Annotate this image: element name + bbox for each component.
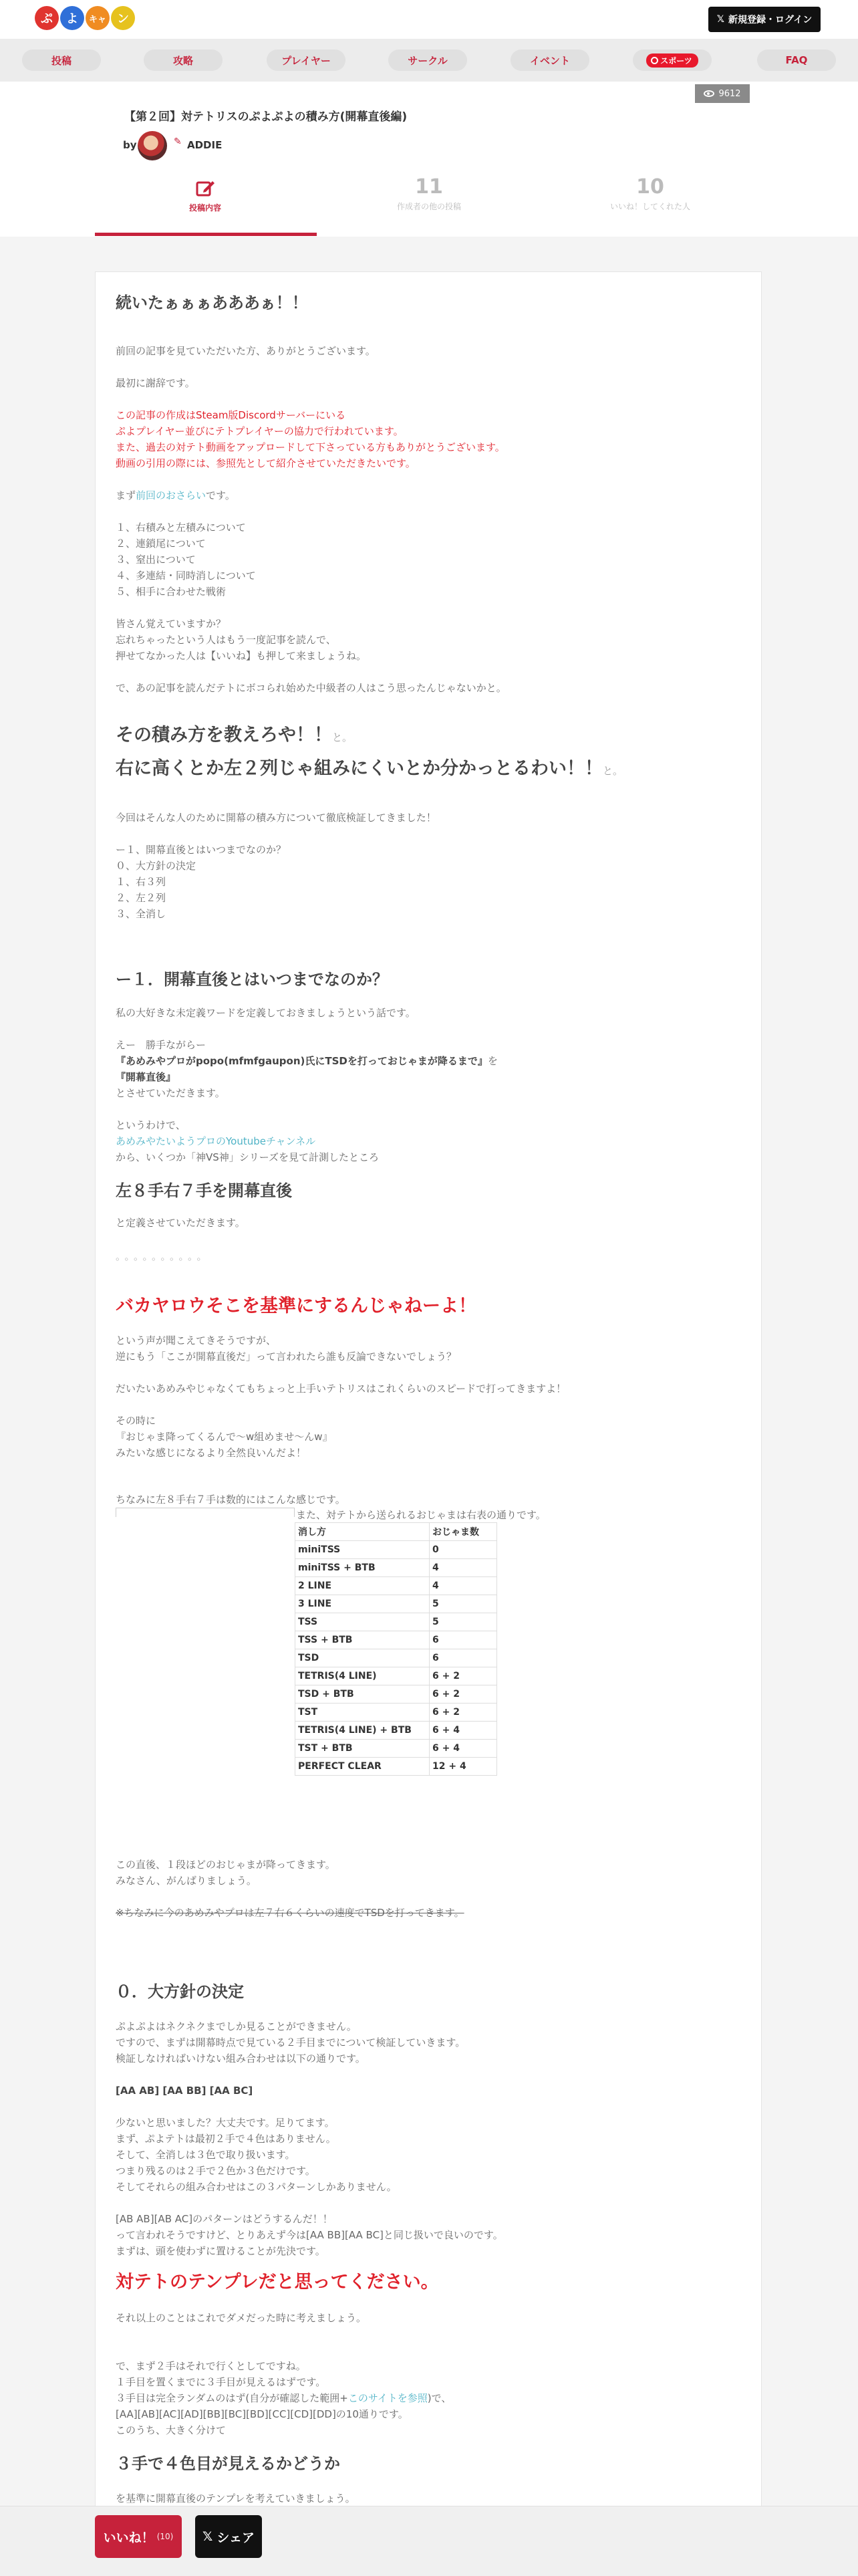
table-cell: 5 — [430, 1613, 497, 1631]
tab-other-posts-label: 作成者の他の投稿 — [396, 202, 461, 211]
paragraph: 皆さん覚えていますか？ 忘れちゃったという人はもう一度記事を読んで、 押せてなかった人は【いいね】も押して来ましょうね。 — [116, 618, 367, 662]
table-cell: PERFECT CLEAR — [295, 1758, 430, 1776]
paragraph: この直後、１段ほどのおじゃまが降ってきます。 みなさん、がんばりましょう。 — [116, 1859, 335, 1887]
nav-events[interactable]: イベント — [511, 49, 589, 71]
logo-ball-1: ぷ — [35, 6, 59, 30]
view-count: 9612 — [718, 88, 741, 99]
section-heading-3-moves: ３手で４色目が見えるかどうか — [116, 2454, 340, 2473]
table-cell: 6 — [430, 1649, 497, 1667]
x-logo-icon: 𝕏 — [716, 14, 724, 25]
table-row — [295, 1722, 497, 1740]
table-cell: TSD + BTB — [295, 1685, 430, 1704]
edit-icon — [195, 178, 215, 198]
table-cell: 4 — [430, 1577, 497, 1595]
esports-label: スポーツ — [660, 55, 692, 66]
ellipsis-divider: 。。。。。。。。。。 — [116, 1250, 211, 1262]
nav-faq[interactable]: FAQ — [757, 49, 836, 71]
table-row — [295, 1595, 497, 1613]
table-cell: 6 + 2 — [430, 1685, 497, 1704]
paragraph: 最初に謝辞です。 — [116, 377, 195, 389]
table-cell: 3 LINE — [295, 1595, 430, 1613]
table-cell: 6 + 4 — [430, 1722, 497, 1740]
section-heading-definition: 左８手右７手を開幕直後 — [116, 1181, 292, 1200]
paragraph: という声が聞こえてきそうですが、 逆にもう「ここが開幕直後だ」って言われたら誰も反論できないでしょう？ — [116, 1334, 457, 1363]
share-button[interactable] — [195, 2515, 262, 2558]
table-cell: 6 — [430, 1631, 497, 1649]
previous-topics-list: １、右積みと左積みについて ２、連鎖尾について ３、窒出について ４、多連結・同時消しについて ５、相手に合わせた戦術 — [116, 521, 256, 598]
view-count-badge — [695, 84, 750, 103]
author-pencil-icon: ✎ — [174, 136, 182, 147]
table-row — [295, 1704, 497, 1722]
paragraph: ぷよぷよはネクネクまでしか見ることができません。 ですので、まずは開幕時点で見ている２手目までについて検証していきます。 検証しなければいけない組み合わせは以下の通りです。 — [116, 2020, 466, 2065]
table-row — [295, 1758, 497, 1776]
table-row — [295, 1667, 497, 1685]
youtube-channel-link[interactable]: あめみやたいようプロのYoutubeチャンネル — [116, 1135, 316, 1147]
garbage-table — [295, 1522, 497, 1776]
table-cell: miniTSS + BTB — [295, 1559, 430, 1577]
broken-image-placeholder — [116, 1508, 295, 1517]
table-cell: TSD — [295, 1649, 430, 1667]
acknowledgement-note: この記事の作成はSteam版Discordサーバーにいる ぷよプレイヤー並びにテトプレイヤーの協力で行われています。 また、過去の対テト動画をアップロードして下さっている方もありがとうございます。 動画の引用の際には、参照先として紹介させていただきたいです。 — [116, 409, 505, 469]
table-cell: おじゃま数 — [430, 1523, 497, 1541]
tab-liked-by-label: いいね！してくれた人 — [609, 202, 690, 211]
table-row — [295, 1577, 497, 1595]
like-count: (10) — [156, 2532, 174, 2541]
paragraph: まず前回のおさらいです。 — [116, 489, 235, 501]
nav-circles[interactable]: サークル — [388, 49, 467, 71]
table-cell: 消し方 — [295, 1523, 430, 1541]
logo-ball-3: キャ — [86, 6, 110, 30]
eye-icon — [704, 90, 714, 97]
emphasis-heading-2: 右に高くとか左２列じゃ組みにくいとか分かっとるわい！！と。 — [116, 758, 623, 779]
strikethrough-note: ※ちなみに今のあめみやプロは左７右６くらいの速度でTSDを打ってきます。 — [116, 1907, 464, 1919]
table-cell: 12 + 4 — [430, 1758, 497, 1776]
section-heading-0: ０．大方針の決定 — [116, 1982, 244, 2001]
paragraph: [AB AB][AB AC]のパターンはどうするんだ！！ って言われそうですけど、とりあえず今は[AA BB][AA BC]と同じ扱いで良いのです。 まずは、頭を使わずに置けることが先決です。 — [116, 2213, 503, 2257]
top-header — [0, 0, 858, 39]
garbage-table-caption: また、対テトから送られるおじゃまは右表の通りです。 — [296, 1509, 546, 1521]
emphasis-heading-1: その積み方を教えろや！！と。 — [116, 725, 353, 745]
table-row — [295, 1740, 497, 1758]
nav-guides[interactable]: 攻略 — [144, 49, 223, 71]
paragraph: で、まず２手はそれで行くとしてですね。 １手目を置くまでに３手目が見えるはずです。 ３手目は完全ランダムのはず(自分が確認した範囲+このサイトを参照)で、 [AA][AB][AC][AD][BB][BC][BD][CC][CD][DD]の10通りです。 このうち、大きく分けて — [116, 2360, 452, 2436]
paragraph: 少ないと思いました？大丈夫です。足りてます。 まず、ぷよテトは最初２手で４色はありません。 そして、全消しは３色で取り扱います。 つまり残るのは２手で２色か３色だけです。 そしてそれらの組み合わせはこの３パターンしかありません。 — [116, 2117, 397, 2193]
reference-site-link[interactable]: このサイトを参照 — [347, 2392, 428, 2404]
signup-login-button[interactable] — [708, 7, 821, 32]
table-cell: 2 LINE — [295, 1577, 430, 1595]
liked-by-count: 10 — [636, 175, 664, 199]
table-row — [295, 1685, 497, 1704]
main-nav — [0, 39, 858, 82]
red-heading-2: 対テトのテンプレだと思ってください。 — [116, 2272, 439, 2293]
post-title: 【第２回】対テトリスのぷよぷよの積み方(開幕直後編) — [124, 110, 408, 124]
table-row — [295, 1559, 497, 1577]
esports-ring-icon — [651, 57, 658, 64]
paragraph: と定義させていただきます。 — [116, 1217, 245, 1229]
table-cell: 6 + 2 — [430, 1667, 497, 1685]
table-cell: 5 — [430, 1595, 497, 1613]
author-avatar[interactable] — [138, 131, 167, 160]
table-cell: TETRIS(4 LINE) + BTB — [295, 1722, 430, 1740]
previous-review-link[interactable]: 前回のおさらい — [136, 489, 206, 501]
logo-ball-4: ン — [111, 6, 135, 30]
tab-other-posts[interactable] — [319, 175, 539, 212]
table-cell: TST — [295, 1704, 430, 1722]
paragraph: それ以上のことはこれでダメだった時に考えましょう。 — [116, 2312, 367, 2324]
pattern-list: [AA AB] [AA BB] [AA BC] — [116, 2085, 253, 2097]
table-cell: miniTSS — [295, 1541, 430, 1559]
paragraph: えー 勝手ながらー 『あめみやプロがpopo(mfmfgaupon)氏にTSDを打っておじゃまが降るまで』を 『開幕直後』 とさせていただきます。 — [116, 1039, 498, 1099]
share-label: シェア — [217, 2530, 255, 2545]
author-name[interactable]: ADDIE — [187, 139, 223, 151]
table-cell: 0 — [430, 1541, 497, 1559]
nav-players[interactable]: プレイヤー — [267, 49, 345, 71]
paragraph: 私の大好きな未定義ワードを定義しておきましょうという話です。 — [116, 1007, 416, 1019]
esports-badge — [646, 53, 698, 68]
table-cell: TETRIS(4 LINE) — [295, 1667, 430, 1685]
paragraph: を基準に開幕直後のテンプレを考えていきましょう。 — [116, 2492, 355, 2504]
x-logo-icon: 𝕏 — [202, 2529, 213, 2544]
table-cell: 6 + 2 — [430, 1704, 497, 1722]
site-logo[interactable] — [35, 6, 135, 30]
table-row — [295, 1631, 497, 1649]
nav-esports[interactable] — [633, 49, 712, 71]
nav-posts[interactable]: 投稿 — [22, 49, 101, 71]
table-of-contents: ー１、開幕直後とはいつまでなのか？ ０、大方針の決定 １、右３列 ２、左２列 ３、全消し — [116, 844, 287, 920]
other-posts-count: 11 — [415, 175, 443, 199]
table-cell: TST + BTB — [295, 1740, 430, 1758]
paragraph: 前回の記事を見ていただいた方、ありがとうございます。 — [116, 345, 376, 357]
post-header-panel — [0, 82, 858, 237]
table-row — [295, 1523, 497, 1541]
paragraph: ちなみに左８手右７手は数的にはこんな感じです。 — [116, 1494, 345, 1506]
table-cell: TSS + BTB — [295, 1631, 430, 1649]
table-cell: 4 — [430, 1559, 497, 1577]
like-button[interactable] — [95, 2515, 182, 2558]
paragraph: だいたいあめみやじゃなくてもちょっと上手いテトリスはこれくらいのスピードで打ってきますよ！ — [116, 1383, 567, 1395]
tab-liked-by[interactable] — [540, 175, 760, 212]
table-row — [295, 1541, 497, 1559]
section-heading-minus1: ー１．開幕直後とはいつまでなのか？ — [116, 970, 388, 989]
tab-post-content[interactable] — [95, 175, 315, 213]
intro-heading: 続いたぁぁぁあああぁ！！ — [116, 294, 308, 312]
red-heading-1: バカヤロウそこを基準にするんじゃねーよ！ — [116, 1296, 476, 1316]
paragraph: で、あの記事を読んだテトにボコられ始めた中級者の人はこう思ったんじゃないかと。 — [116, 682, 507, 694]
paragraph: その時に 『おじゃま降ってくるんで〜w組めませ〜んw』 みたいな感じになるより全然良いんだよ！ — [116, 1415, 333, 1459]
active-tab-indicator — [95, 233, 317, 236]
like-label: いいね！ — [103, 2530, 154, 2545]
paragraph: 今回はそんな人のために開幕の積み方について徹底検証してきました！ — [116, 812, 436, 824]
by-label: by — [123, 139, 137, 151]
table-row — [295, 1649, 497, 1667]
paragraph: というわけで、 あめみやたいようプロのYoutubeチャンネル から、いくつか「神VS神」シリーズを見て計測したところ — [116, 1119, 380, 1163]
tab-post-content-label: 投稿内容 — [188, 203, 221, 213]
article-body — [95, 271, 762, 2575]
table-row — [295, 1613, 497, 1631]
table-cell: 6 + 4 — [430, 1740, 497, 1758]
logo-ball-2: よ — [60, 6, 84, 30]
table-cell: TSS — [295, 1613, 430, 1631]
login-label: 新規登録・ログイン — [728, 15, 813, 25]
